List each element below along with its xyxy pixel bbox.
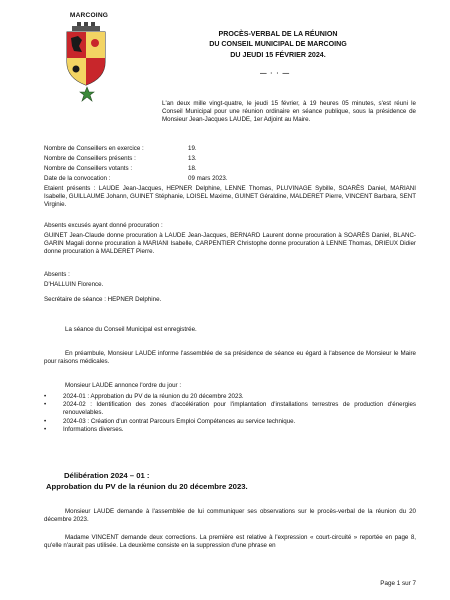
- present-members: Etaient présents : LAUDE Jean-Jacques, HEPNER Delphine, LENNE Thomas, PLUVINAGE Sybille, SOARÈS Daniel, MARIANI Isabelle, GUILLAUME Johann, GUINET Stéphanie, LOISEL Maxime, GUINET Géraldine, MALDERET Pierre, VINCENT Barbara, SENT Virginie.: [44, 185, 416, 209]
- coat-of-arms-logo: [63, 22, 109, 86]
- title-line-3: DU JEUDI 15 FÉVRIER 2024.: [230, 50, 326, 59]
- count-label: Nombre de Conseillers votants :: [44, 165, 133, 172]
- count-label: Nombre de Conseillers en exercice :: [44, 145, 144, 152]
- count-label: Nombre de Conseillers présents :: [44, 155, 136, 162]
- absent-heading: Absents :: [44, 271, 70, 278]
- agenda-item: [44, 393, 416, 401]
- title-ornament: — · · —: [260, 70, 291, 77]
- count-row-present: [44, 155, 197, 163]
- count-value: 13.: [188, 155, 197, 162]
- preamble-paragraph: En préambule, Monsieur LAUDE informe l'assemblée de sa présidence de séance eu égard à l'absence de Monsieur le Maire pour raisons médicales.: [44, 350, 416, 366]
- recording-notice: La séance du Conseil Municipal est enregistrée.: [65, 326, 197, 333]
- count-row-voting: [44, 165, 197, 173]
- title-line-2: DU CONSEIL MUNICIPAL DE MARCOING: [209, 40, 347, 49]
- count-value: 19.: [188, 145, 197, 152]
- excused-heading: Absents excusés ayant donné procuration :: [44, 222, 163, 229]
- count-row-in-office: [44, 145, 197, 153]
- agenda-list: [44, 393, 416, 434]
- town-label: MARCOING: [69, 12, 109, 19]
- agenda-item-text: 2024-02 : Identification des zones d'accélération pour l'implantation d'installations terrestres de production d'énergies renouvelables.: [63, 401, 416, 417]
- agenda-item: [44, 418, 416, 426]
- document-title: [178, 29, 378, 60]
- count-value: 09 mars 2023.: [188, 175, 228, 182]
- session-secretary: Secrétaire de séance : HEPNER Delphine.: [44, 296, 162, 303]
- agenda-item: [44, 426, 416, 434]
- deliberation-paragraph-1: Monsieur LAUDE demande à l'assemblée de lui communiquer ses observations sur le procès-verbal de la réunion du 20 décembre 2023.: [44, 508, 416, 524]
- military-cross-medal-icon: [78, 86, 96, 102]
- absent-members: D'HALLUIN Florence.: [44, 281, 104, 288]
- intro-paragraph: L'an deux mille vingt-quatre, le jeudi 15 février, à 19 heures 05 minutes, s'est réuni le Conseil Municipal pour une réunion ordinaire en séance publique, sous la présidence de Monsieur Jean-Jacques LAUDE, 1er Adjoint au Maire.: [162, 100, 416, 124]
- count-value: 18.: [188, 165, 197, 172]
- convocation-date-row: [44, 175, 228, 183]
- agenda-item: [44, 401, 416, 417]
- agenda-item-text: Informations diverses.: [63, 425, 124, 433]
- excused-members: GUINET Jean-Claude donne procuration à LAUDE Jean-Jacques, BERNARD Laurent donne procuration à SOARÈS Daniel, BLANC-GARIN Magali donne procuration à MARIANI Isabelle, CARPENTIER Christophe donne procuration à LENNE Thomas, DRIEUX Didier donne procuration à MALDERET Pierre.: [44, 232, 416, 256]
- title-line-1: PROCÈS-VERBAL DE LA RÉUNION: [218, 30, 338, 38]
- agenda-intro: Monsieur LAUDE annonce l'ordre du jour :: [65, 382, 182, 389]
- bullet: •: [44, 417, 47, 425]
- bullet: •: [44, 393, 47, 400]
- deliberation-paragraph-2: Madame VINCENT demande deux corrections. La première est relative à l'expression « court-circuité » reportée en page 8, qu'elle n'aurait pas utilisée. La deuxième consiste en la suppression d'une phrase en: [44, 534, 416, 550]
- bullet: •: [44, 401, 47, 409]
- deliberation-subject: Approbation du PV de la réunion du 20 décembre 2023.: [46, 482, 248, 491]
- deliberation-heading: Délibération 2024 – 01 :: [64, 471, 150, 480]
- count-label: Date de la convocation :: [44, 175, 111, 182]
- agenda-item-text: 2024-03 : Création d'un contrat Parcours Emploi Compétences au service technique.: [63, 417, 296, 425]
- bullet: •: [44, 425, 47, 433]
- page-number: Page 1 sur 7: [380, 580, 416, 587]
- agenda-item-text: 2024-01 : Approbation du PV de la réunion du 20 décembre 2023.: [63, 393, 244, 400]
